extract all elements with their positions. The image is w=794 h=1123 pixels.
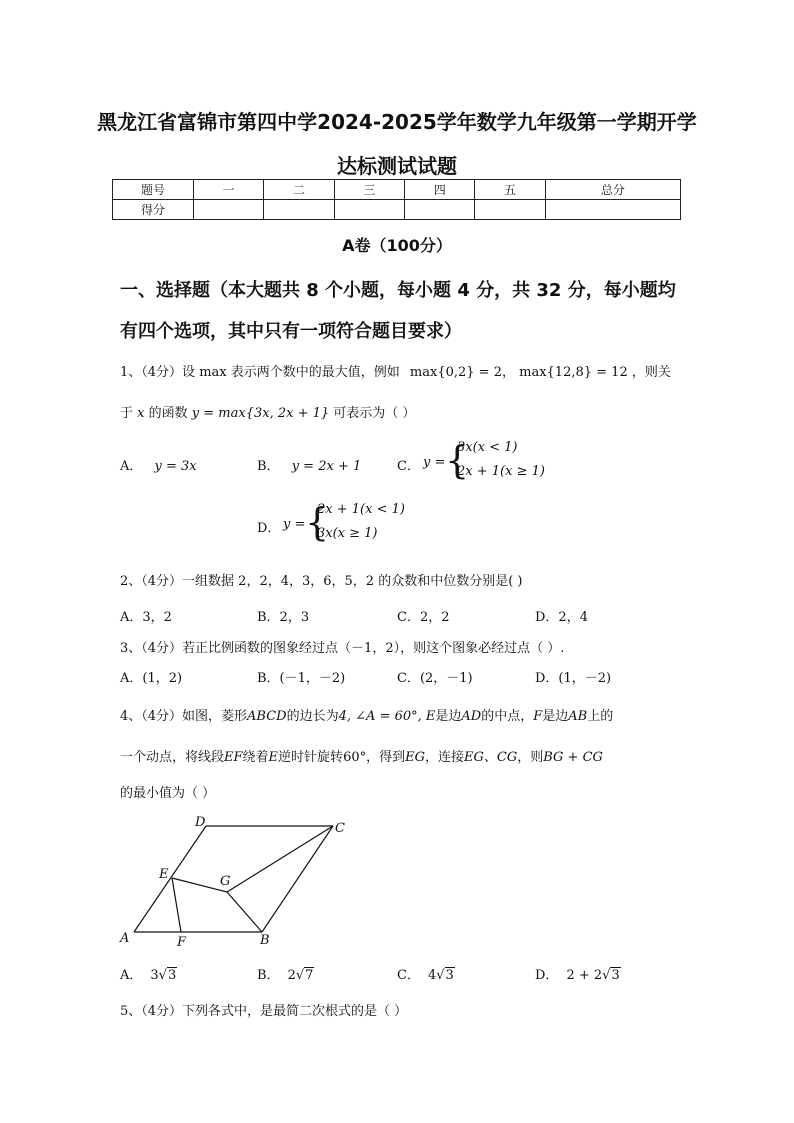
q3-option-a[interactable]: A．(1，2) bbox=[120, 671, 183, 686]
q5-text: 5、（4分）下列各式中，是最简二次根式的是（ ） bbox=[120, 1004, 408, 1019]
option-case-bottom: 3x(x ≥ 1) bbox=[317, 526, 378, 541]
score-cell[interactable] bbox=[405, 200, 475, 220]
sqrt-icon: √ bbox=[295, 968, 305, 983]
q4-math: EF bbox=[224, 750, 243, 765]
part1-heading-line2: 有四个选项，其中只有一项符合题目要求） bbox=[120, 321, 462, 342]
option-coefficient: 4 bbox=[427, 968, 437, 983]
sqrt-icon: √ bbox=[602, 968, 611, 983]
segment-gb bbox=[227, 892, 262, 932]
q3-text: 3、（4分）若正比例函数的图象经过点（－1，2），则这个图象必经过点（ ）. bbox=[120, 641, 565, 656]
option-coefficient: 2 bbox=[287, 968, 296, 983]
q4-option-a[interactable] bbox=[120, 964, 177, 983]
score-table-header-row bbox=[113, 180, 681, 200]
q4-math: E bbox=[268, 750, 279, 765]
rhombus-figure bbox=[115, 808, 355, 950]
q2-option-a[interactable]: A．3，2 bbox=[120, 610, 172, 625]
option-label: B． bbox=[257, 459, 280, 474]
q1-option-b[interactable] bbox=[257, 455, 361, 474]
q1-option-a[interactable] bbox=[120, 455, 197, 474]
option-case-top: 3x(x < 1) bbox=[457, 440, 518, 455]
section-a-heading: A卷（100分） bbox=[342, 236, 452, 255]
q2-option-c[interactable]: C．2，2 bbox=[397, 610, 450, 625]
sqrt-icon: √ bbox=[436, 968, 445, 983]
label-b: B bbox=[260, 933, 270, 948]
q4-math: EG、CG bbox=[464, 750, 518, 765]
option-label: A． bbox=[120, 968, 143, 983]
option-coefficient: 2 + 2 bbox=[566, 968, 603, 983]
q4-math: 4, ∠A = 60°, E bbox=[338, 709, 436, 724]
q1-example-1: max{0,2} = 2 bbox=[409, 365, 502, 380]
label-f: F bbox=[177, 935, 187, 950]
sqrt-icon: √ bbox=[158, 968, 167, 983]
q4-math: F bbox=[533, 709, 543, 724]
q4-math: 60° bbox=[343, 750, 367, 765]
q1-function: y = max{3x, 2x + 1} bbox=[191, 406, 330, 421]
option-label: B． bbox=[257, 968, 280, 983]
q3-option-b[interactable]: B．(－1，－2) bbox=[257, 671, 346, 686]
q3-option-d[interactable]: D．(1，－2) bbox=[535, 671, 612, 686]
option-label: C． bbox=[397, 968, 420, 983]
score-cell[interactable] bbox=[475, 200, 545, 220]
q1-option-d[interactable] bbox=[257, 500, 417, 548]
brace-icon: { bbox=[305, 500, 330, 544]
q4-text: 是边 bbox=[542, 709, 569, 724]
segment-bc bbox=[262, 826, 333, 932]
option-label: C． bbox=[397, 459, 420, 474]
q4-text: 上的 bbox=[587, 709, 614, 724]
q4-text: ，得到 bbox=[366, 750, 406, 765]
score-table bbox=[112, 179, 681, 220]
segment-da bbox=[134, 826, 206, 932]
q2-option-b[interactable]: B．2，3 bbox=[257, 610, 310, 625]
score-header-cell: 二 bbox=[264, 180, 334, 200]
option-radicand: 3 bbox=[445, 968, 454, 983]
q2-text: 2、（4分）一组数据 2，2，4，3，6，5，2 的众数和中位数分别是( ) bbox=[120, 574, 523, 589]
q4-text: 4、（4分）如图，菱形 bbox=[120, 709, 248, 724]
score-header-cell: 四 bbox=[405, 180, 475, 200]
q4-option-c[interactable] bbox=[397, 964, 455, 983]
q1-max-word: max bbox=[199, 365, 227, 380]
option-label: D． bbox=[257, 521, 281, 536]
score-cell[interactable] bbox=[334, 200, 404, 220]
q4-line2 bbox=[120, 746, 603, 765]
option-coefficient: 3 bbox=[150, 968, 159, 983]
option-expr: y = 2x + 1 bbox=[291, 459, 362, 474]
option-radicand: 3 bbox=[611, 968, 620, 983]
score-cell[interactable] bbox=[194, 200, 264, 220]
q4-math: EG bbox=[405, 750, 425, 765]
score-cell[interactable] bbox=[545, 200, 680, 220]
q4-math: ABCD bbox=[247, 709, 287, 724]
q4-text: 的中点， bbox=[481, 709, 534, 724]
q4-math: BG + CG bbox=[543, 750, 603, 765]
option-lhs: y = bbox=[423, 455, 446, 470]
segment-eg bbox=[172, 878, 227, 892]
q1-option-c[interactable] bbox=[397, 438, 557, 486]
score-row-label: 得分 bbox=[113, 200, 194, 220]
option-case-bottom: 2x + 1(x ≥ 1) bbox=[457, 464, 545, 479]
segment-gc bbox=[227, 826, 333, 892]
exam-title-line1: 黑龙江省富锦市第四中学2024-2025学年数学九年级第一学期开学 bbox=[97, 110, 697, 134]
q4-option-d[interactable] bbox=[535, 964, 621, 983]
q4-text: 逆时针旋转 bbox=[278, 750, 344, 765]
q4-option-b[interactable] bbox=[257, 964, 314, 983]
segment-ef bbox=[172, 878, 181, 932]
option-radicand: 7 bbox=[305, 968, 314, 983]
label-d: D bbox=[195, 815, 206, 830]
exam-title-line2: 达标测试试题 bbox=[337, 154, 457, 178]
option-label: A． bbox=[120, 459, 143, 474]
q2-option-d[interactable]: D．2，4 bbox=[535, 610, 588, 625]
option-label: D． bbox=[535, 968, 559, 983]
score-cell[interactable] bbox=[264, 200, 334, 220]
q1-prefix: 1、（4分）设 bbox=[120, 365, 196, 380]
q1-line2-mid: 的函数 bbox=[148, 406, 188, 421]
brace-icon: { bbox=[445, 438, 470, 482]
q1-var-x: x bbox=[137, 406, 145, 421]
score-header-cell: 总分 bbox=[545, 180, 680, 200]
score-table-score-row bbox=[113, 200, 681, 220]
option-case-top: 2x + 1(x < 1) bbox=[317, 502, 405, 517]
q1-line2-post: 可表示为（ ） bbox=[333, 406, 416, 421]
q1-text-mid: 表示两个数中的最大值，例如 bbox=[230, 365, 400, 380]
q4-text: ，连接 bbox=[425, 750, 465, 765]
q1-line2 bbox=[120, 402, 415, 421]
q1-text-post: ，则关 bbox=[631, 365, 671, 380]
score-header-cell: 一 bbox=[194, 180, 264, 200]
q3-option-c[interactable]: C．(2，－1) bbox=[397, 671, 473, 686]
part1-heading-line1: 一、选择题（本大题共 8 个小题，每小题 4 分，共 32 分，每小题均 bbox=[120, 280, 676, 301]
score-header-cell: 五 bbox=[475, 180, 545, 200]
q1-line1: 1、（4分）设 max 表示两个数中的最大值，例如 max{0,2} = 2， max{12,8} = 12 ，则关 bbox=[120, 365, 671, 380]
option-expr: y = 3x bbox=[154, 459, 197, 474]
score-header-cell: 三 bbox=[334, 180, 404, 200]
q1-example-2: max{12,8} = 12 bbox=[519, 365, 628, 380]
option-lhs: y = bbox=[283, 517, 306, 532]
q4-math: AD bbox=[461, 709, 482, 724]
q4-math: AB bbox=[568, 709, 588, 724]
q1-line2-pre: 于 bbox=[120, 406, 134, 421]
q4-text: 是边 bbox=[435, 709, 462, 724]
q4-text: 一个动点，将线段 bbox=[120, 750, 225, 765]
q4-text: ，则 bbox=[517, 750, 544, 765]
score-header-cell: 题号 bbox=[113, 180, 194, 200]
label-e: E bbox=[159, 867, 169, 882]
option-radicand: 3 bbox=[167, 968, 177, 983]
q4-text: 绕着 bbox=[242, 750, 269, 765]
label-g: G bbox=[220, 874, 231, 889]
q4-text: 的边长为 bbox=[286, 709, 339, 724]
label-c: C bbox=[335, 821, 345, 836]
q4-line1 bbox=[120, 705, 613, 724]
label-a: A bbox=[120, 931, 130, 946]
q4-line3: 的最小值为（ ） bbox=[120, 786, 216, 801]
